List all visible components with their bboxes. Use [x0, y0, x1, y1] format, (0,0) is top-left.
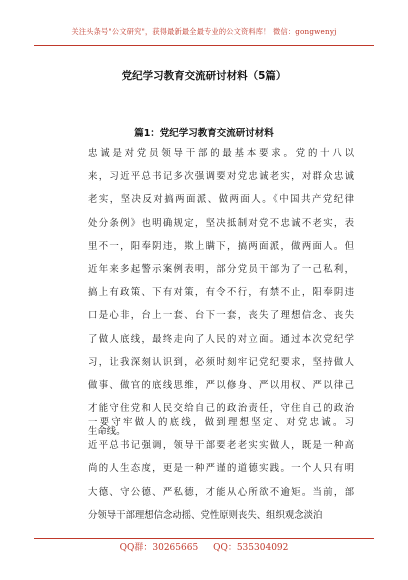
text-line: 了做人底线，最终走向了人民的对立面。通过本次党纪学 [88, 333, 354, 345]
text-line: 分领导干部理想信念动摇、党性原则丧失、组织观念淡泊 [88, 509, 323, 521]
text-line: 大德、守公德、严私德，才能从心所欲不逾矩。当前，部 [88, 486, 354, 498]
text-line: 处分条例》也明确规定，坚决抵制对党不忠诚不老实，表 [88, 217, 354, 229]
text-line: 搞上有政策、下有对策，有令不行，有禁不止，阳奉阴违 [88, 287, 354, 299]
text-line: 里不一，阳奉阴违，欺上瞒下，搞两面派，做两面人。但 [88, 240, 354, 252]
section-title: 篇1：党纪学习教育交流研讨材料 [134, 128, 274, 139]
footer-qq: QQ：535304092 [213, 543, 289, 553]
header-promo-note: 关注头条号"公文研究"，获得最新最全最专业的公文资料库！ 微信：gongwenyj [71, 27, 337, 36]
text-line: 口是心非，台上一套、台下一套，丧失了理想信念、丧失 [88, 310, 354, 322]
footer-divider [34, 538, 374, 539]
text-line: 一要守牢做人的底线，做到理想坚定、对党忠诚。习 [88, 417, 354, 428]
document-title: 党纪学习教育交流研讨材料（5篇） [121, 70, 287, 82]
text-line: 近平总书记强调，领导干部要老老实实做人，既是一种高 [88, 440, 354, 452]
text-line: 才能守住党和人民交给自己的政治责任，守住自己的政治 [88, 403, 354, 415]
text-line: 生命线。 [88, 426, 126, 438]
text-line: 来，习近平总书记多次强调要对党忠诚老实，对群众忠诚 [88, 171, 354, 183]
text-line: 忠诚是对党员领导干部的最基本要求。党的十八以 [88, 148, 354, 159]
text-line: 尚的人生态度，更是一种严谨的道德实践。一个人只有明 [88, 463, 354, 475]
text-line: 习，让我深刻认识到，必须时刻牢记党纪要求，坚持做人 [88, 356, 354, 368]
body-paragraph-1 [88, 142, 354, 444]
text-line: 近年来多起警示案例表明，部分党员干部为了一己私利， [88, 264, 354, 276]
footer-contact [0, 540, 408, 553]
text-line: 老实，坚决反对搞两面派、做两面人。《中国共产党纪律 [88, 194, 354, 206]
header-divider [34, 45, 374, 46]
footer-qq-group: QQ群：30265665 [119, 543, 199, 553]
body-paragraph-2 [88, 411, 354, 527]
text-line: 做事、做官的底线思维，严以修身、严以用权、严以律己 [88, 380, 354, 392]
